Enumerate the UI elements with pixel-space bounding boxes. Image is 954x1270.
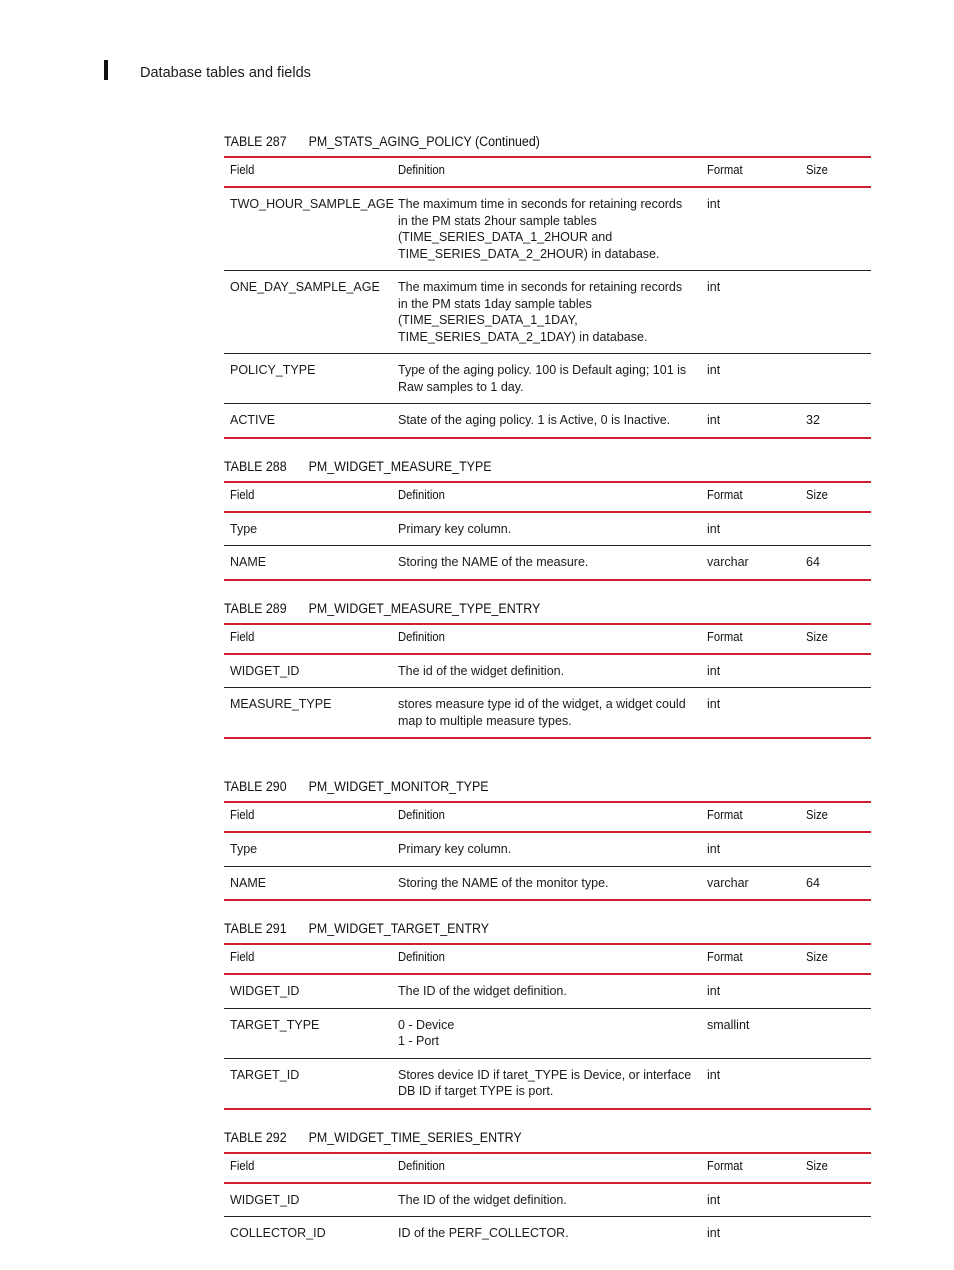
cell-definition: The id of the widget definition. xyxy=(398,663,565,678)
table-row xyxy=(224,187,871,271)
cell-format: int xyxy=(707,842,721,856)
table-row xyxy=(224,1183,871,1217)
cell-field: TARGET_ID xyxy=(230,1067,300,1082)
cell-field: NAME xyxy=(230,875,267,890)
cell-format: int xyxy=(707,1226,721,1240)
table-row xyxy=(224,546,871,580)
cell-definition: Stores device ID if taret_TYPE is Device, or interface DB ID if target TYPE is port. xyxy=(398,1067,692,1098)
cell-definition: Storing the NAME of the measure. xyxy=(398,555,589,569)
table-row xyxy=(224,512,871,546)
cell-definition: ID of the PERF_COLLECTOR. xyxy=(398,1226,569,1240)
table-291 xyxy=(224,943,871,1110)
table-288 xyxy=(224,481,871,581)
cell-format: int xyxy=(707,1192,721,1207)
cell-definition: Primary key column. xyxy=(398,842,512,856)
document-body xyxy=(224,134,871,1270)
table-288-block xyxy=(224,459,871,581)
table-caption xyxy=(224,601,819,623)
cell-field: Type xyxy=(230,842,258,856)
table-290-block xyxy=(224,779,871,901)
col-header-format: Format xyxy=(707,1158,743,1173)
cell-field: WIDGET_ID xyxy=(230,984,300,998)
table-header-row xyxy=(224,157,871,187)
table-290 xyxy=(224,801,871,901)
cell-definition: The ID of the widget definition. xyxy=(398,1192,567,1207)
definition-line: 1 - Port xyxy=(398,1034,439,1048)
cell-definition: State of the aging policy. 1 is Active, 0 is Inactive. xyxy=(398,413,671,427)
col-header-definition: Definition xyxy=(398,950,445,964)
table-number: TABLE 291 xyxy=(224,921,287,936)
col-header-definition: Definition xyxy=(398,163,445,177)
col-header-field: Field xyxy=(230,808,255,822)
cell-field: ONE_DAY_SAMPLE_AGE xyxy=(230,280,380,294)
cell-field: Type xyxy=(230,521,258,536)
cell-size xyxy=(800,512,871,546)
col-header-size: Size xyxy=(806,950,828,964)
col-header-size: Size xyxy=(806,163,828,177)
col-header-definition: Definition xyxy=(398,808,445,822)
cell-size xyxy=(800,654,871,688)
table-name: PM_STATS_AGING_POLICY (Continued) xyxy=(308,134,540,149)
cell-definition xyxy=(392,1008,701,1058)
cell-field: TWO_HOUR_SAMPLE_AGE xyxy=(230,197,394,211)
col-header-field: Field xyxy=(230,950,255,964)
col-header-field: Field xyxy=(230,163,255,177)
cell-format: int xyxy=(707,197,721,211)
cell-size: 64 xyxy=(806,555,820,569)
cell-field: WIDGET_ID xyxy=(230,1192,300,1207)
table-number: TABLE 288 xyxy=(224,458,287,474)
table-row xyxy=(224,1008,871,1058)
table-row xyxy=(224,832,871,866)
table-292-block xyxy=(224,1130,871,1250)
table-header-row xyxy=(224,624,871,654)
cell-field: ACTIVE xyxy=(230,413,276,427)
table-header-row xyxy=(224,1153,871,1183)
table-caption xyxy=(224,921,819,943)
cell-size: 32 xyxy=(806,413,820,427)
table-row xyxy=(224,271,871,354)
cell-definition: stores measure type id of the widget, a widget could map to multiple measure types. xyxy=(398,697,686,728)
table-287-block xyxy=(224,134,871,439)
cell-definition: Type of the aging policy. 100 is Default aging; 101 is Raw samples to 1 day. xyxy=(398,363,687,394)
table-header-row xyxy=(224,944,871,974)
table-number: TABLE 292 xyxy=(224,1129,287,1145)
table-number: TABLE 287 xyxy=(224,134,287,149)
cell-format: smallint xyxy=(707,1017,750,1032)
col-header-field: Field xyxy=(230,487,255,502)
cell-definition: The ID of the widget definition. xyxy=(398,984,567,998)
cell-definition: Primary key column. xyxy=(398,521,512,536)
table-row xyxy=(224,866,871,900)
table-row xyxy=(224,1217,871,1250)
table-name: PM_WIDGET_MEASURE_TYPE_ENTRY xyxy=(308,600,541,616)
table-row xyxy=(224,974,871,1008)
table-289-block xyxy=(224,601,871,740)
col-header-definition: Definition xyxy=(398,629,445,644)
cell-definition: Storing the NAME of the monitor type. xyxy=(398,875,609,890)
table-caption xyxy=(224,1130,819,1152)
table-caption xyxy=(224,134,819,156)
cell-field: TARGET_TYPE xyxy=(230,1017,320,1032)
cell-format: int xyxy=(707,1067,721,1082)
cell-format: varchar xyxy=(707,875,749,890)
cell-field: POLICY_TYPE xyxy=(230,363,316,377)
table-header-row xyxy=(224,482,871,512)
table-number: TABLE 289 xyxy=(224,600,287,616)
table-caption xyxy=(224,779,819,801)
col-header-definition: Definition xyxy=(398,487,445,502)
cell-size: 64 xyxy=(806,875,820,890)
table-row xyxy=(224,688,871,739)
cell-format: int xyxy=(707,280,721,294)
table-name: PM_WIDGET_TIME_SERIES_ENTRY xyxy=(308,1129,522,1145)
table-name: PM_WIDGET_MEASURE_TYPE xyxy=(308,458,492,474)
col-header-format: Format xyxy=(707,629,743,644)
table-row xyxy=(224,1058,871,1109)
chapter-marker-bar xyxy=(104,60,108,80)
col-header-field: Field xyxy=(230,629,255,644)
col-header-definition: Definition xyxy=(398,1158,445,1173)
cell-format: int xyxy=(707,697,721,711)
col-header-size: Size xyxy=(806,487,828,502)
cell-field: MEASURE_TYPE xyxy=(230,697,332,711)
cell-size xyxy=(800,1217,871,1250)
cell-definition: The maximum time in seconds for retaining records in the PM stats 1day sample tables (TIME_SERIES_DATA_1_1DAY, TIME_SERIES_DATA_2_1DAY) in database. xyxy=(398,280,683,344)
col-header-format: Format xyxy=(707,487,743,502)
table-caption xyxy=(224,459,819,481)
table-name: PM_WIDGET_TARGET_ENTRY xyxy=(308,921,489,936)
cell-field: NAME xyxy=(230,555,267,569)
cell-format: int xyxy=(707,984,721,998)
table-row xyxy=(224,654,871,688)
col-header-size: Size xyxy=(806,808,828,822)
running-header: Database tables and fields xyxy=(140,65,311,81)
table-287 xyxy=(224,156,871,439)
table-row xyxy=(224,404,871,438)
definition-line: 0 - Device xyxy=(398,1017,455,1032)
cell-size xyxy=(800,354,871,404)
cell-format: int xyxy=(707,521,721,536)
table-row xyxy=(224,354,871,404)
col-header-format: Format xyxy=(707,163,743,177)
cell-size xyxy=(800,187,871,271)
cell-size xyxy=(800,271,871,354)
col-header-format: Format xyxy=(707,950,743,964)
table-name: PM_WIDGET_MONITOR_TYPE xyxy=(308,779,489,794)
table-header-row xyxy=(224,802,871,832)
cell-size xyxy=(800,1183,871,1217)
cell-definition: The maximum time in seconds for retaining records in the PM stats 2hour sample tables (TIME_SERIES_DATA_1_2HOUR and TIME_SERIES_DATA_2_2HOUR) in database. xyxy=(398,197,683,261)
cell-format: varchar xyxy=(707,555,749,569)
col-header-field: Field xyxy=(230,1158,255,1173)
cell-size xyxy=(800,1008,871,1058)
col-header-size: Size xyxy=(806,1158,828,1173)
col-header-format: Format xyxy=(707,808,743,822)
cell-format: int xyxy=(707,363,721,377)
cell-size xyxy=(800,688,871,739)
col-header-size: Size xyxy=(806,629,828,644)
table-291-block xyxy=(224,921,871,1110)
cell-field: WIDGET_ID xyxy=(230,663,300,678)
table-289 xyxy=(224,623,871,740)
cell-format: int xyxy=(707,663,721,678)
cell-size xyxy=(800,974,871,1008)
cell-size xyxy=(800,832,871,866)
cell-size xyxy=(800,1058,871,1109)
cell-field: COLLECTOR_ID xyxy=(230,1226,326,1240)
cell-format: int xyxy=(707,413,721,427)
table-number: TABLE 290 xyxy=(224,779,287,794)
